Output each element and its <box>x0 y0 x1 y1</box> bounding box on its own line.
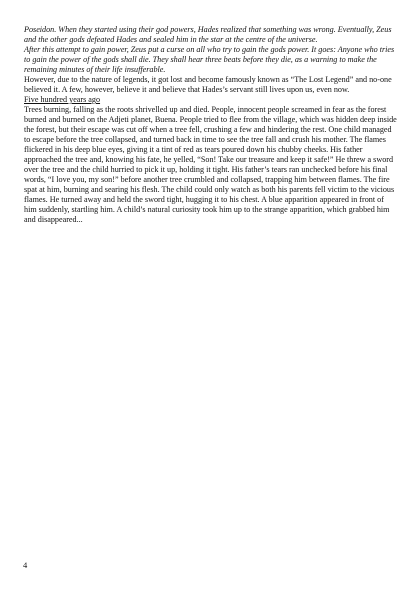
section-heading: Five hundred years ago <box>24 95 101 104</box>
page-number: 4 <box>23 560 28 570</box>
story-paragraph: Trees burning, falling as the roots shrivelled up and died. People, innocent people screamed in fear as the forest burned and burned on the Adjeti planet, Buena. People tried to flee from the village, which was hidden deep inside the forest, but their escape was cut off when a tree fell, crushing a few and hindering the rest. One child managed to escape before the tree collapsed, and turned back in time to see the tree fall and crush his mother. The flames flickered in his deep blue eyes, giving it a tint of red as tears poured down his chubby cheeks. His father approached the tree and, knowing his fate, he yelled, “Son! Take our treasure and keep it safe!” He threw a sword over the tree and the child hurried to pick it up, holding it tight. His father’s tears ran unchecked before his final words, “I love you, my son!” before another tree crumbled and collapsed, trapping him between flames. The fire spat at him, burning and searing his flesh. The child could only watch as both his parents fell victim to the vicious flames. He turned away and held the sword tight, hugging it to his chest. A blue apparition appeared in front of him suddenly, startling him. A child’s natural curiosity took him up to the strange apparition, which grabbed him and disappeared... <box>24 105 397 224</box>
intro-italic-paragraph: Poseidon. When they started using their god powers, Hades realized that something was wrong. Eventually, Zeus and the other gods defeated Hades and sealed him in the star at the centre of the universe. <box>24 25 392 44</box>
curse-italic-paragraph: After this attempt to gain power, Zeus put a curse on all who try to gain the gods power. It goes: Anyone who tries to gain the power of the gods shall die. They shall hear three beats before they die, as a warning to make the remaining minutes of their life insufferable. <box>24 45 395 74</box>
legend-paragraph: However, due to the nature of legends, it got lost and become famously known as “The Lost Legend” and no-one believed it. A few, however, believe it and believe that Hades’s servant still lives upon us, even now. <box>24 75 392 94</box>
body-text <box>24 25 398 225</box>
